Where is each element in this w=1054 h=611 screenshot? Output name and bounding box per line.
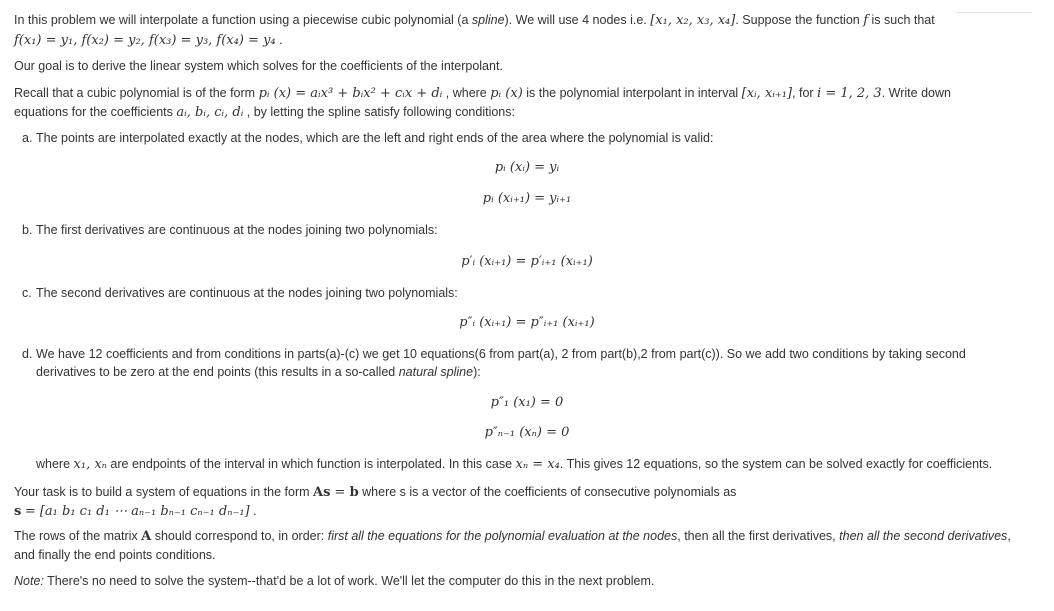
condition-d-label: d. bbox=[22, 347, 33, 361]
recall-text-3: is the polynomial interpolant in interval bbox=[522, 86, 742, 100]
As-math: As bbox=[313, 485, 331, 500]
note-label: Note: bbox=[14, 574, 44, 588]
note-paragraph bbox=[14, 572, 1044, 590]
intro-text: In this problem we will interpolate a function using a piecewise cubic polynomial (a bbox=[14, 13, 472, 27]
s-vector-math: = [a₁ b₁ c₁ d₁ ⋯ aₙ₋₁ bₙ₋₁ cₙ₋₁ dₙ₋₁] bbox=[24, 504, 250, 519]
goal-paragraph bbox=[14, 57, 1044, 75]
rows-emphasis-2: then all the second derivatives bbox=[839, 529, 1008, 543]
intro-line2-end: . bbox=[275, 33, 283, 47]
condition-b-label: b. bbox=[22, 223, 33, 237]
intro-text-end: is such that bbox=[868, 13, 935, 27]
cubic-polynomial-math: pᵢ (x) = aᵢx³ + bᵢx² + cᵢx + dᵢ bbox=[258, 86, 443, 101]
equation-c1: p″ᵢ (xᵢ₊₁) = p″ᵢ₊₁ (xᵢ₊₁) bbox=[459, 315, 595, 330]
s-vector-label: s bbox=[14, 504, 22, 519]
recall-text-5: . Write down bbox=[881, 86, 951, 100]
A-matrix-math: A bbox=[141, 529, 152, 544]
recall-text-7: , by letting the spline satisfy following conditions: bbox=[243, 105, 515, 119]
natural-spline-term: natural spline bbox=[398, 365, 474, 379]
condition-d-text: We have 12 coefficients and from conditions in parts(a)-(c) we get 10 equations(6 from part(a), 2 from part(b),2 from part(c)). So we add two conditions by taking second bbox=[36, 347, 966, 361]
task-end: . bbox=[249, 504, 257, 518]
condition-d-text-2: derivatives to be zero at the end points (this results in a so-called bbox=[36, 365, 399, 379]
task-paragraph bbox=[14, 483, 1044, 521]
equation-a2: pᵢ (xᵢ₊₁) = yᵢ₊₁ bbox=[482, 191, 572, 206]
equation-d2: p″ₙ₋₁ (xₙ) = 0 bbox=[484, 425, 570, 440]
b-vector-math: b bbox=[349, 485, 359, 500]
rows-emphasis-1: first all the equations for the polynomial evaluation at the nodes bbox=[327, 529, 678, 543]
goal-text: Our goal is to derive the linear system which solves for the coefficients of the interpolant. bbox=[14, 59, 503, 73]
nodes-set-math: [x₁, x₂, x₃, x₄] bbox=[650, 13, 736, 28]
rows-paragraph bbox=[14, 527, 1044, 564]
endpoints-math: x₁, xₙ bbox=[73, 457, 107, 472]
endpoints-note bbox=[36, 455, 1046, 474]
task-text: Your task is to build a system of equations in the form bbox=[14, 485, 313, 499]
where-text: where bbox=[36, 457, 74, 471]
recall-paragraph bbox=[14, 84, 1044, 122]
recall-text-6: equations for the coefficients bbox=[14, 105, 177, 119]
where-text-2: are endpoints of the interval in which function is interpolated. In this case bbox=[106, 457, 516, 471]
equals-sign: = bbox=[330, 485, 350, 500]
recall-text-4: , for bbox=[792, 86, 818, 100]
f-symbol: f bbox=[863, 13, 869, 28]
intro-text-tail: . Suppose the function bbox=[735, 13, 864, 27]
coefficients-math: aᵢ, bᵢ, cᵢ, dᵢ bbox=[176, 105, 244, 120]
p-symbol-math: pᵢ (x) bbox=[490, 86, 523, 101]
rows-text-3: , then all the first derivatives, bbox=[677, 529, 840, 543]
condition-c bbox=[22, 284, 1046, 302]
condition-d bbox=[22, 345, 1046, 381]
condition-c-label: c. bbox=[22, 286, 32, 300]
xn-equals-x4-math: xₙ = x₄ bbox=[515, 457, 560, 472]
condition-a bbox=[22, 129, 1046, 147]
condition-d-text-3: ): bbox=[473, 365, 481, 379]
condition-b-text: The first derivatives are continuous at the nodes joining two polynomials: bbox=[36, 223, 438, 237]
equation-b1: p′ᵢ (xᵢ₊₁) = p′ᵢ₊₁ (xᵢ₊₁) bbox=[461, 254, 593, 269]
rows-text: The rows of the matrix bbox=[14, 529, 142, 543]
rows-text-2: should correspond to, in order: bbox=[151, 529, 328, 543]
where-text-3: . This gives 12 equations, so the system can be solved exactly for coefficients. bbox=[559, 457, 993, 471]
task-text-2: where s is a vector of the coefficients of consecutive polynomials as bbox=[358, 485, 737, 499]
interval-math: [xᵢ, xᵢ₊₁] bbox=[741, 86, 793, 101]
spline-term: spline bbox=[471, 13, 505, 27]
intro-text-mid: ). We will use 4 nodes i.e. bbox=[504, 13, 651, 27]
recall-text-2: , where bbox=[442, 86, 491, 100]
condition-b bbox=[22, 221, 1046, 239]
i-range-math: i = 1, 2, 3 bbox=[817, 86, 882, 101]
rows-text-5: and finally the end points conditions. bbox=[14, 548, 216, 562]
recall-text: Recall that a cubic polynomial is of the form bbox=[14, 86, 259, 100]
intro-paragraph bbox=[14, 11, 1044, 50]
equation-d1: p″₁ (x₁) = 0 bbox=[490, 395, 564, 410]
rows-text-4: , bbox=[1007, 529, 1011, 543]
function-values-math: f(x₁) = y₁, f(x₂) = y₂, f(x₃) = y₃, f(x₄) = y₄ bbox=[14, 33, 276, 48]
condition-a-label: a. bbox=[22, 131, 33, 145]
equation-a1: pᵢ (xᵢ) = yᵢ bbox=[494, 160, 560, 175]
condition-a-text: The points are interpolated exactly at the nodes, which are the left and right ends of the area where the polynomial is valid: bbox=[36, 131, 714, 145]
condition-c-text: The second derivatives are continuous at the nodes joining two polynomials: bbox=[36, 286, 458, 300]
note-text: There's no need to solve the system--that'd be a lot of work. We'll let the computer do this in the next problem. bbox=[43, 574, 655, 588]
